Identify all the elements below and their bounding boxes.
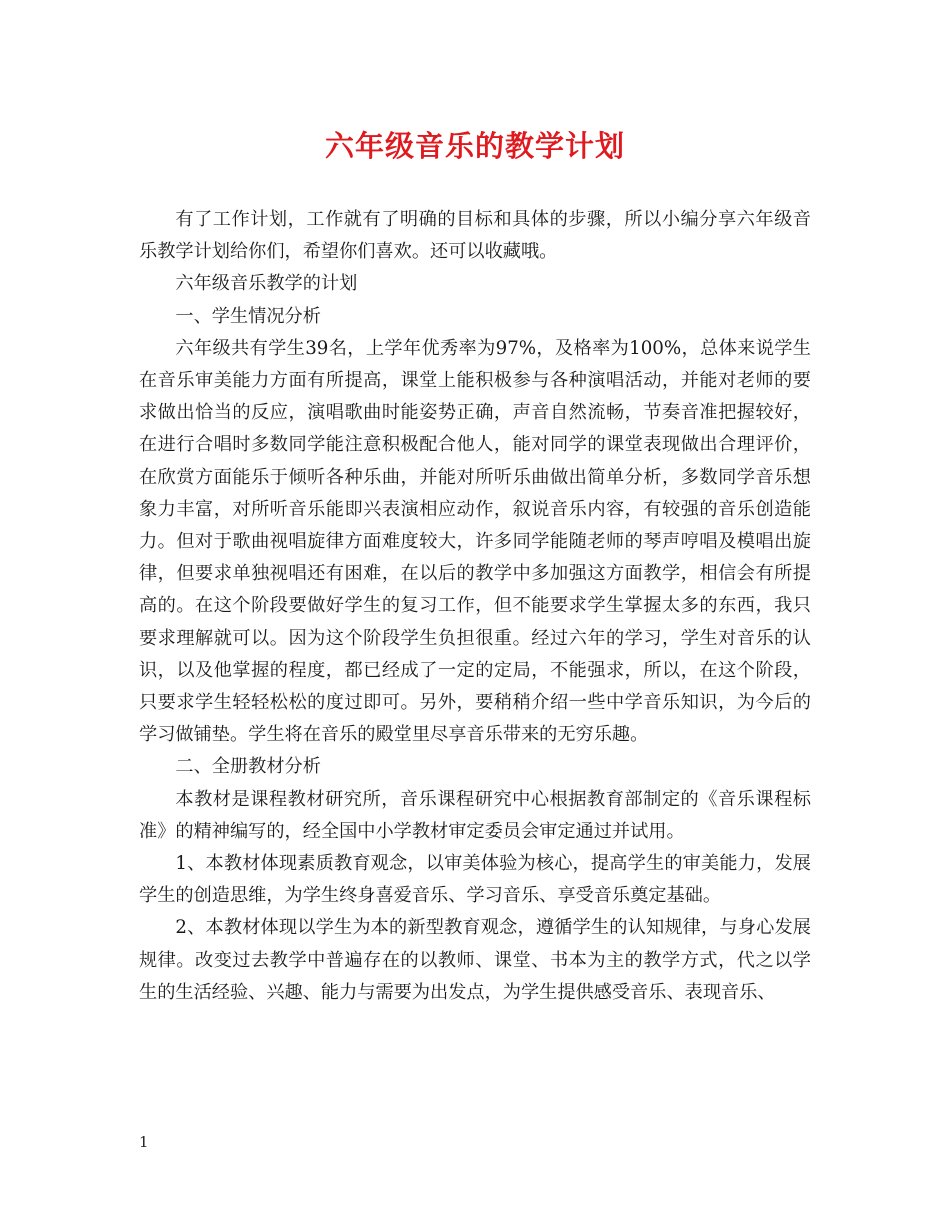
student-analysis-paragraph: 六年级共有学生39名，上学年优秀率为97%，及格率为100%，总体来说学生在音乐审美能力方面有所提高，课堂上能积极参与各种演唱活动，并能对老师的要求做出恰当的反应，演唱歌曲时能姿势正确，声音自然流畅，节奏音准把握较好，在进行合唱时多数同学能注意积极配合他人，能对同学的课堂表现做出合理评价，在欣赏方面能乐于倾听各种乐曲，并能对所听乐曲做出简单分析，多数同学音乐想象力丰富，对所听音乐能即兴表演相应动作，叙说音乐内容，有较强的音乐创造能力。但对于歌曲视唱旋律方面难度较大，许多同学能随老师的琴声哼唱及模唱出旋律，但要求单独视唱还有困难，在以后的教学中多加强这方面教学，相信会有所提高的。在这个阶段要做好学生的复习工作，但不能要求学生掌握太多的东西，我只要求理解就可以。因为这个阶段学生负担很重。经过六年的学习，学生对音乐的认识，以及他掌握的程度，都已经成了一定的定局，不能强求，所以，在这个阶段，只要求学生轻轻松松的度过即可。另外，要稍稍介绍一些中学音乐知识，为今后的学习做铺垫。学生将在音乐的殿堂里尽享音乐带来的无穷乐趣。 — [139, 337, 811, 746]
textbook-intro-paragraph: 本教材是课程教材研究所，音乐课程研究中心根据教育部制定的《音乐课程标准》的精神编写的，经全国中小学教材审定委员会审定通过并试用。 — [139, 788, 811, 842]
plan-heading: 六年级音乐教学的计划 — [175, 273, 358, 295]
textbook-point-1: 1、本教材体现素质教育观念，以审美体验为核心，提高学生的审美能力，发展学生的创造思维，为学生终身喜爱音乐、学习音乐、享受音乐奠定基础。 — [139, 853, 811, 907]
document-title: 六年级音乐的教学计划 — [324, 129, 625, 163]
intro-paragraph: 有了工作计划，工作就有了明确的目标和具体的步骤，所以小编分享六年级音乐教学计划给你们，希望你们喜欢。还可以收藏哦。 — [139, 209, 811, 263]
document-body — [139, 204, 811, 1009]
section-heading-textbook-analysis: 二、全册教材分析 — [175, 756, 321, 778]
textbook-point-2: 2、本教材体现以学生为本的新型教育观念，遵循学生的认知规律，与身心发展规律。改变过去教学中普遍存在的以教师、课堂、书本为主的教学方式，代之以学生的生活经验、兴趣、能力与需要为出发点，为学生提供感受音乐、表现音乐、 — [139, 917, 811, 1003]
section-heading-student-analysis: 一、学生情况分析 — [175, 305, 321, 327]
page-number: 1 — [139, 1133, 149, 1151]
